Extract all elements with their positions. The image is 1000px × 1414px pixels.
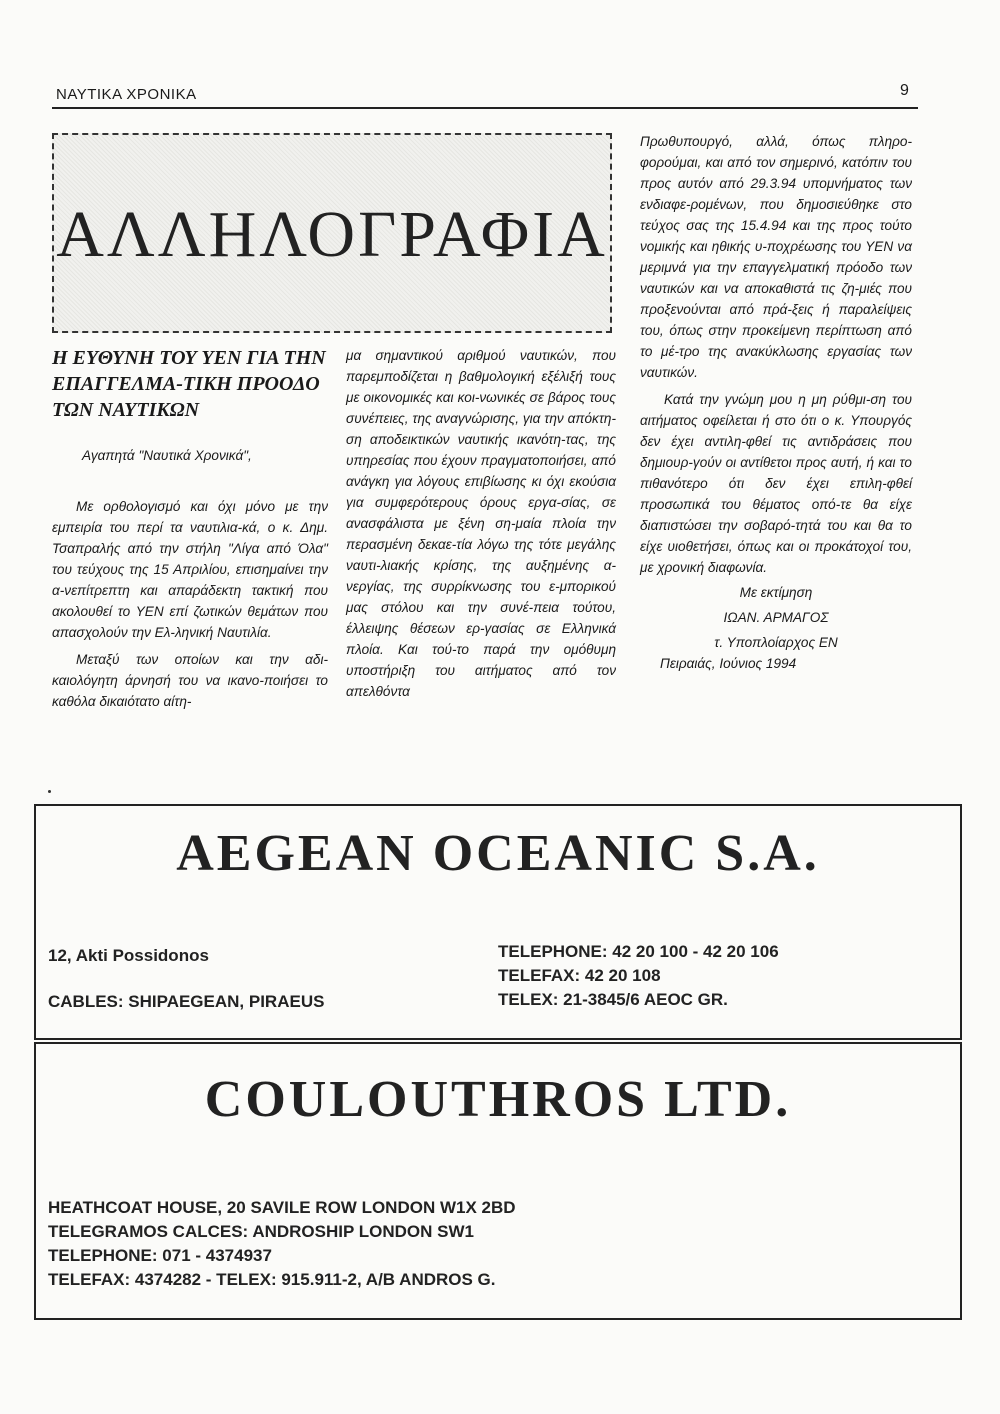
company-telex: TELEX: 21-3845/6 AEOC GR. <box>498 990 728 1009</box>
company-name: COULOUTHROS LTD. <box>204 1071 792 1128</box>
section-banner <box>52 133 612 333</box>
paragraph: μα σημαντικού αριθμού ναυτικών, που παρεμποδίζεται η βαθμολογική εξέλιξή τους με οικονομικές και κοι-νωνικές σε βάρος τους συνέπειες, της αναγνώρισης, για την απόκτη-ση αποδεικτικών ναυτικής ικανότη-τας, της υπηρεσίας που έχουν πραγματοποιήσει, από ανάγκη για λόγους επιβίωσης κι όχι εκούσια για συμφερότερους όρους εργα-σίας, σε ανασφάλιστα με ξένη ση-μαία πλοία την περασμένη δεκαε-τία λόγω της τότε μεγάλης ναυτι-λιακής κρίσης, της αυξημένης α-νεργίας, της συρρίκνωσης του ε-μπορικού μας στόλου και την συνέ-πεια τούτου, έλλειψης θέσεων ερ-γασίας σε Ελληνικά πλοία. Και τού-το παρά την ομόθυμη υποστήριξη του αιτήματος από τον απελθόντα <box>346 348 616 699</box>
paragraph: Με ορθολογισμό και όχι μόνο με την εμπειρία του περί τα ναυτιλια-κά, ο κ. Δημ. Τσαπραλής από την στήλη "Λίγα από Όλα" του τεύχους της 15 Απριλίου, επισημαίνει την α-νεπίτρεπτη και απαράδεκτη τακτική που ακολουθεί το ΥΕΝ επί ζωτικών θεμάτων που απασχολούν την Ελ-ληνική Ναυτιλία. <box>52 499 328 640</box>
section-title: ΑΛΛΗΛΟΓΡΑΦΙΑ <box>56 198 608 271</box>
page-number: 9 <box>900 82 909 99</box>
company-telegrams: TELEGRAMOS CALCES: ANDROSHIP LONDON SW1 <box>48 1222 474 1241</box>
company-name: AEGEAN OCEANIC S.A. <box>176 825 820 882</box>
company-telefax: TELEFAX: 42 20 108 <box>498 966 661 985</box>
company-cables: CABLES: SHIPAEGEAN, PIRAEUS <box>48 992 325 1011</box>
article-column-3 <box>640 131 912 674</box>
article-column-2 <box>346 345 616 702</box>
paragraph: Κατά την γνώμη μου η μη ρύθμι-ση του αιτήματος οφείλεται ή στο ότι ο κ. Υπουργός δεν έχει αντιλη-φθεί τις αντιδράσεις που δημιουρ-γούν οι αντίθετοι προς αυτή, ή και το πιθανότερο ότι δεν έχει επιλη-φθεί προσωπικά του θέματος οπό-τε θα είχε διαπιστώσει την σοβαρό-τητά του και θα το είχε υιοθετήσει, όπως και οι προκάτοχοί του, με χρονική διαφωνία. <box>640 392 912 575</box>
paragraph: Πρωθυπουργό, αλλά, όπως πληρο-φορούμαι, και από τον σημερινό, κατόπιν του προς αυτόν από 29.3.94 υπομνήματος των ενδιαφε-ρομένων, που δημοσιεύθηκε στο τεύχος σας της 15.4.94 και της προς τούτο νομικής και ηθικής υ-ποχρέωσης του ΥΕΝ να μεριμνά για την επαγγελματική πρόοδο των ναυτικών και να αποκαθιστά τις ζη-μιές που προξενούνται από πρά-ξεις ή παραλείψεις του, όπως στην προκείμενη περίπτωση από το μέ-τρο της ανακύκλωσης εργασίας των ναυτικών. <box>640 134 912 380</box>
company-address: HEATHCOAT HOUSE, 20 SAVILE ROW LONDON W1X 2BD <box>48 1198 516 1217</box>
publication-title: ΝΑΥΤΙΚΑ ΧΡΟΝΙΚΑ <box>56 86 197 103</box>
company-telefax-telex: TELEFAX: 4374282 - TELEX: 915.911-2, A/B ANDROS G. <box>48 1270 496 1289</box>
article-headline: Η ΕΥΘΥΝΗ ΤΟΥ ΥΕΝ ΓΙΑ ΤΗΝ ΕΠΑΓΓΕΛΜΑ-ΤΙΚΗ ΠΡΟΟΔΟ ΤΩΝ ΝΑΥΤΙΚΩΝ <box>52 347 326 421</box>
company-telephone: TELEPHONE: 42 20 100 - 42 20 106 <box>498 942 779 961</box>
author-title: τ. Υποπλοίαρχος ΕΝ <box>714 635 838 650</box>
advertisement-aegean-oceanic <box>34 804 962 1040</box>
place-date: Πειραιάς, Ιούνιος 1994 <box>660 656 797 671</box>
letter-greeting: Αγαπητά "Ναυτικά Χρονικά", <box>82 448 252 463</box>
print-speck <box>48 790 51 793</box>
company-address: 12, Akti Possidonos <box>48 946 209 965</box>
header-divider <box>52 107 918 109</box>
letter-closing: Με εκτίμηση <box>739 585 813 600</box>
article-column-1 <box>52 345 328 712</box>
paragraph: Μεταξύ των οποίων και την αδι-καιολόγητη άρνησή του να ικανο-ποιήσει το καθόλα δικαιότατο αίτη- <box>52 652 328 709</box>
advertisement-coulouthros <box>34 1042 962 1320</box>
company-telephone: TELEPHONE: 071 - 4374937 <box>48 1246 272 1265</box>
letter-author: ΙΩΑΝ. ΑΡΜΑΓΟΣ <box>723 610 829 625</box>
